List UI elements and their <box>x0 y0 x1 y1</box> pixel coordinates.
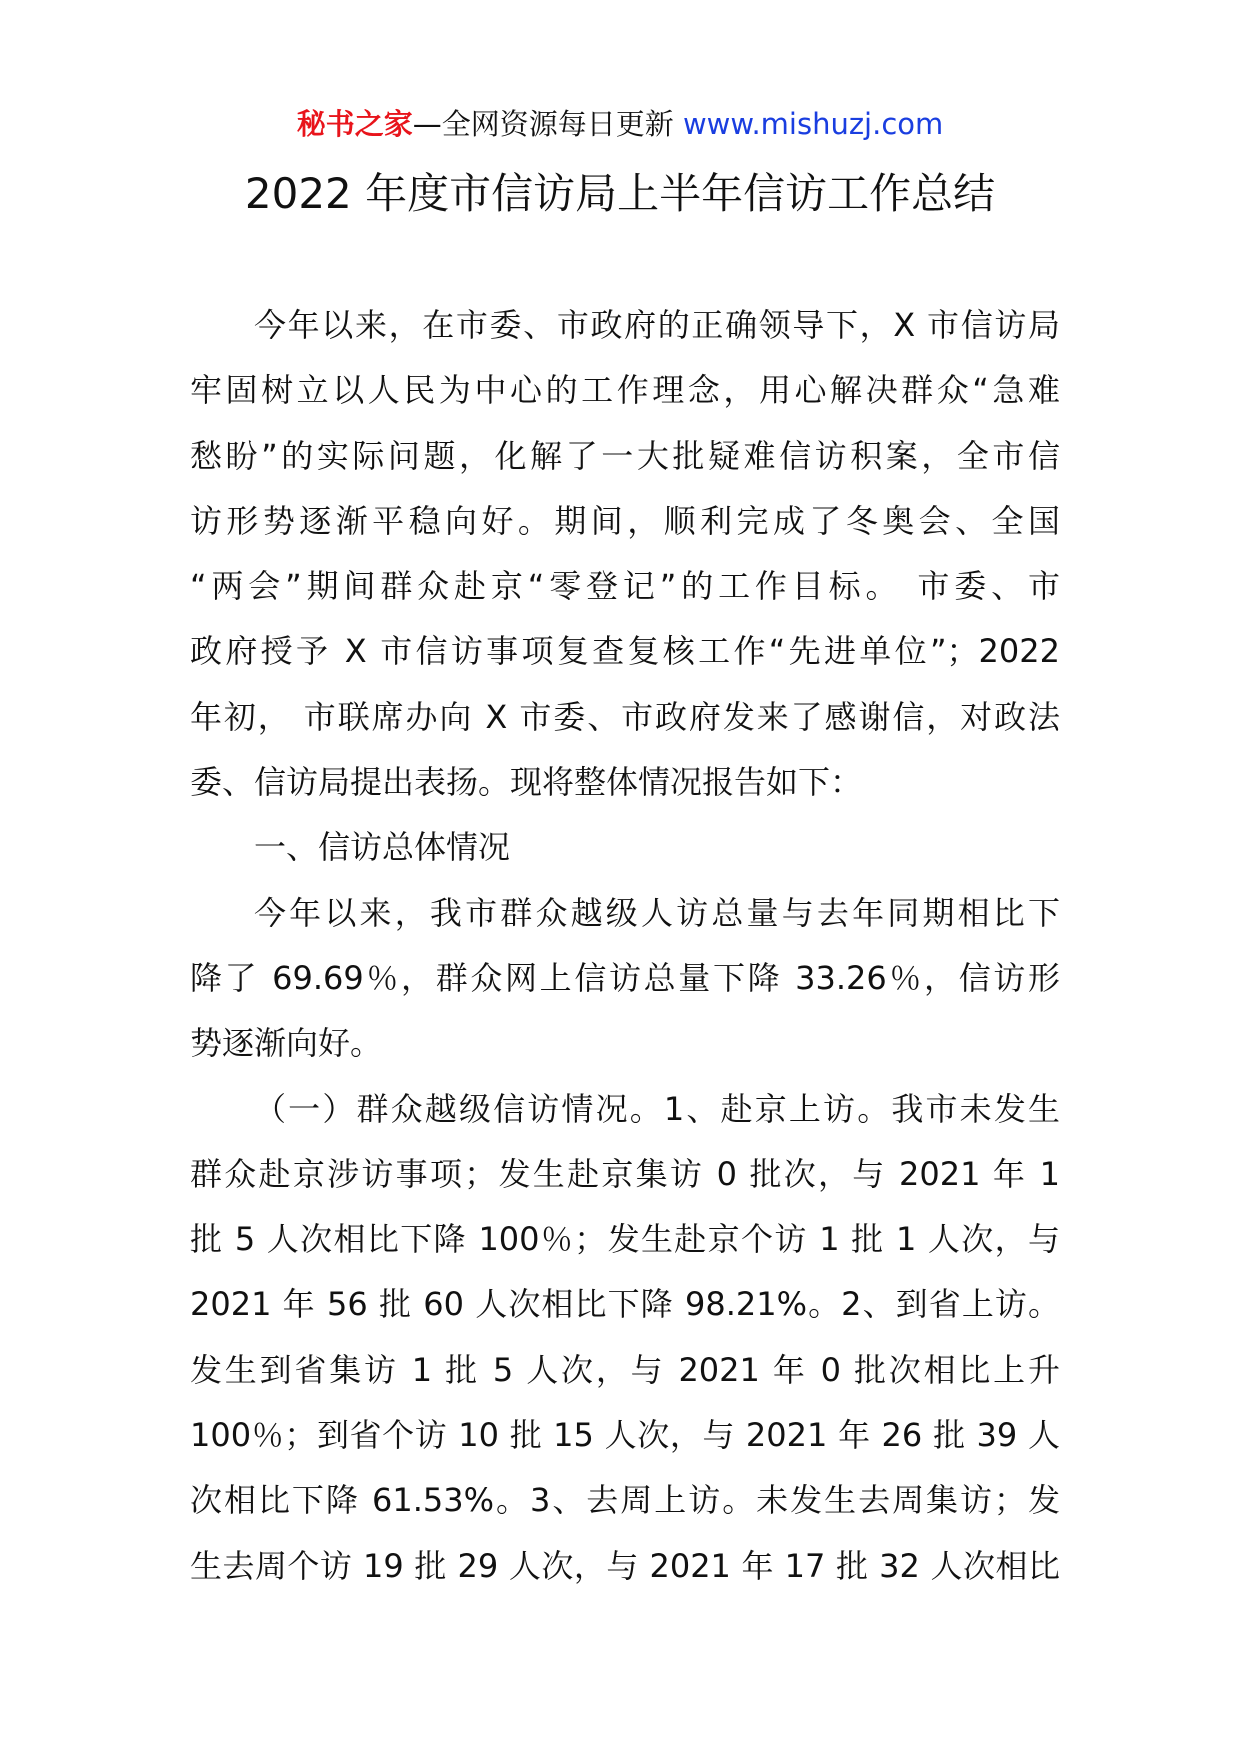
body-line: （一）群众越级信访情况。1、赴京上访。我市未发生 <box>254 1089 1060 1128</box>
body-line: 委、信访局提出表扬。现将整体情况报告如下： <box>190 763 863 802</box>
body-line: 访形势逐渐平稳向好。期间，顺利完成了冬奥会、全国 <box>190 501 1060 540</box>
body-line: 发生到省集访 1 批 5 人次，与 2021 年 0 批次相比上升 <box>190 1350 1060 1389</box>
body-line: 牢固树立以人民为中心的工作理念，用心解决群众“急难 <box>190 371 1060 410</box>
brand-name: 秘书之家 <box>296 107 413 141</box>
document-title: 2022 年度市信访局上半年信访工作总结 <box>244 169 996 218</box>
body-line: 年初， 市联席办向 X 市委、市政府发来了感谢信，对政法 <box>190 697 1060 736</box>
watermark-header <box>0 104 1240 144</box>
body-line: “两会”期间群众赴京“零登记”的工作目标。 市委、市 <box>190 567 1060 606</box>
section-heading: 一、信访总体情况 <box>254 828 511 867</box>
body-line: 100％；到省个访 10 批 15 人次，与 2021 年 26 批 39 人 <box>190 1416 1060 1455</box>
body-line: 生去周个访 19 批 29 人次，与 2021 年 17 批 32 人次相比 <box>190 1546 1060 1585</box>
document-body <box>190 293 1060 1599</box>
body-line: 群众赴京涉访事项；发生赴京集访 0 批次，与 2021 年 1 <box>190 1154 1060 1193</box>
body-line: 降了 69.69％，群众网上信访总量下降 33.26％，信访形 <box>190 958 1060 997</box>
body-line: 2021 年 56 批 60 人次相比下降 98.21%。2、到省上访。 <box>190 1285 1060 1324</box>
brand-url[interactable]: www.mishuzj.com <box>682 107 944 141</box>
brand-slogan: —全网资源每日更新 <box>412 107 674 141</box>
body-line: 今年以来，在市委、市政府的正确领导下，X 市信访局 <box>254 306 1060 344</box>
body-line: 政府授予 X 市信访事项复查复核工作“先进单位”；2022 <box>190 632 1060 671</box>
body-line: 势逐渐向好。 <box>190 1024 383 1063</box>
body-line: 批 5 人次相比下降 100％；发生赴京个访 1 批 1 人次，与 <box>190 1220 1060 1259</box>
body-line: 今年以来，我市群众越级人访总量与去年同期相比下 <box>254 893 1060 932</box>
body-line: 愁盼”的实际问题，化解了一大批疑难信访积案，全市信 <box>190 436 1060 475</box>
body-line: 次相比下降 61.53%。3、去周上访。未发生去周集访；发 <box>190 1481 1060 1520</box>
